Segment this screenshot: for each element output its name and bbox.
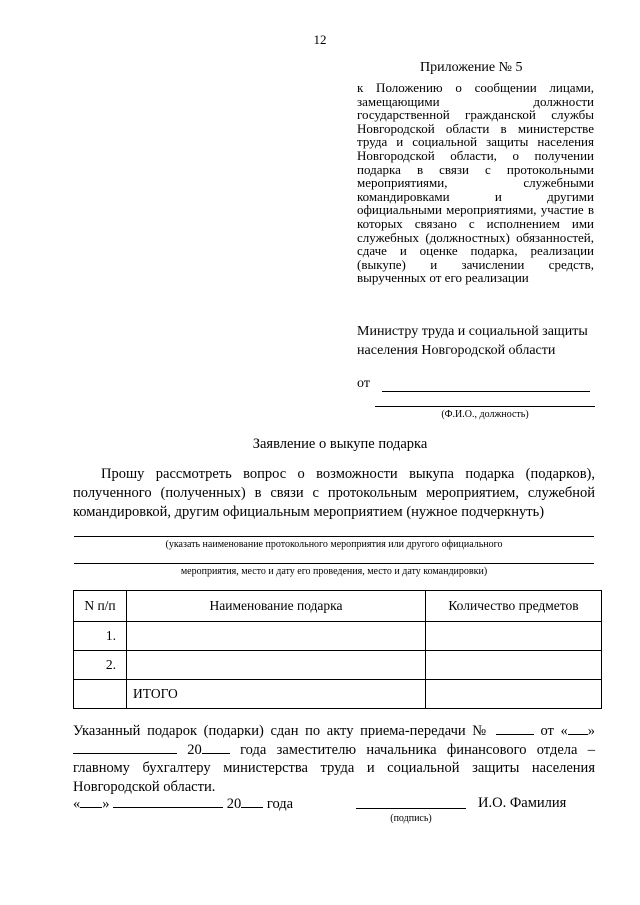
day-blank[interactable] [568,722,588,735]
handover-year-prefix: 20 [187,741,202,758]
page-number: 12 [313,32,327,47]
sign-date-open: « [73,796,81,812]
signature-date [73,795,293,813]
month-blank[interactable] [73,741,177,754]
header-qty: Количество предметов [426,591,602,622]
table-row [74,622,602,651]
handover-text [73,722,595,796]
table-header-row [74,591,602,622]
addressee: Министру труда и социальной защиты населения Новгородской области [357,324,588,358]
row-num: 2. [74,651,127,680]
sign-year-prefix: 20 [226,796,242,812]
row-qty-cell[interactable] [426,651,602,680]
total-num-cell [74,680,127,709]
handover-part2: года заместителю начальника финансового отдела – главному бухгалтеру министерства труда и социальной защиты населения Новгородской области. [73,741,595,795]
sign-day-blank[interactable] [80,795,102,808]
from-label: от [357,376,370,391]
row-name-cell[interactable] [127,622,426,651]
event-details-caption: мероприятия, место и дату его проведения, место и дату командировки) [180,566,488,577]
fio-caption: (Ф.И.О., должность) [441,409,529,420]
sign-year-blank[interactable] [241,795,263,808]
row-name-cell[interactable] [127,651,426,680]
sign-month-blank[interactable] [113,795,223,808]
row-qty-cell[interactable] [426,622,602,651]
signature-blank[interactable] [356,808,466,809]
appendix-title: Приложение № 5 [420,60,523,75]
handover-part1: Указанный подарок (подарки) сдан по акту приема-передачи № [73,723,490,739]
signature-caption: (подпись) [390,813,432,824]
event-fill-line-1 [74,536,594,537]
gifts-table [73,590,602,709]
from-fill-line [382,391,590,392]
fio-fill-line [375,406,595,407]
sign-date-close: » [102,796,110,812]
header-num: N п/п [74,591,127,622]
handover-quote-close: » [587,723,595,739]
row-num: 1. [74,622,127,651]
signer-name: И.О. Фамилия [478,795,567,811]
event-fill-line-2 [74,563,594,564]
table-total-row [74,680,602,709]
request-text: Прошу рассмотреть вопрос о возможности выкупа подарка (подарков), полученного (полученных) в связи с протокольным мероприятием, служебной командировкой, другим официальным мероприятием (нужное подчеркнуть) [73,466,595,521]
header-name: Наименование подарка [127,591,426,622]
act-number-blank[interactable] [496,722,534,735]
table-row [74,651,602,680]
year-blank[interactable] [202,741,230,754]
document-title: Заявление о выкупе подарка [252,436,428,452]
sign-year-suffix: года [266,796,294,812]
event-name-caption: (указать наименование протокольного мероприятия или другого официального [165,539,503,550]
appendix-text: к Положению о сообщении лицами, замещающими должности государственной гражданской службы Новгородской области в министерстве труда и социальной защиты населения Новгородской области, о получении подарка в связи с протокольными мероприятиями, служебными командировками и другими официальными мероприятиями, участие в которых связано с исполнением ими служебных (должностных) обязанностей, сдаче и оценке подарка, реализации (выкупе) и зачислении средств, вырученных от его реализации [357,80,594,286]
handover-from: от « [540,723,568,739]
total-qty-cell[interactable] [426,680,602,709]
total-label: ИТОГО [127,680,426,709]
